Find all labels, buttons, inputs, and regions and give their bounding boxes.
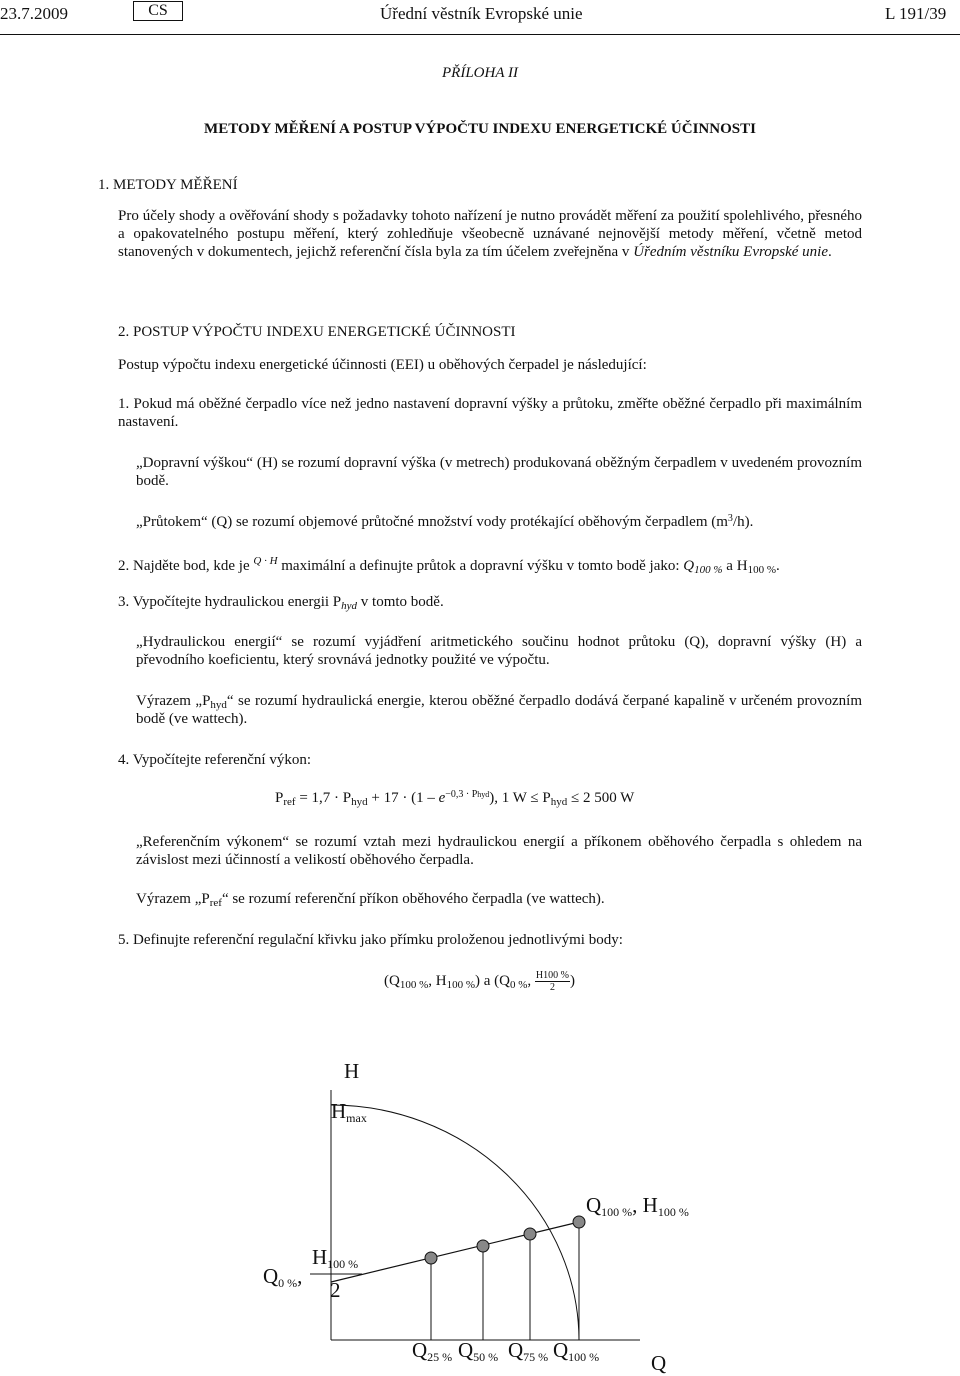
control-line — [331, 1222, 579, 1282]
step2-end: . — [775, 558, 780, 574]
formula-hyd: hyd — [351, 796, 368, 808]
formula-exp-sub: hyd — [477, 790, 490, 799]
x-tick-label: Q25 % — [412, 1338, 453, 1364]
points-comma1: , H — [428, 972, 447, 989]
step2-h: H — [736, 558, 748, 574]
step2-text-b: maximální a definujte průtok a dopravní výšku v tomto bodě jako: — [281, 558, 680, 574]
left-point-q: Q — [263, 1264, 279, 1288]
section1-body: Pro účely shody a ověřování shody s požadavky tohoto nařízení je nutno provádět měření za použití spolehlivého, přesného a opakovatelného postupu měření, který zohledňuje všeobecně uznávané nejnovější metody měření, včetně metod stanovených v dokumentech, jejichž referenční čísla byla za tím účelem zveřejněna v — [118, 208, 862, 260]
formula-p2: P — [342, 790, 352, 806]
step3-sub: hyd — [341, 600, 358, 612]
points-h100: 100 % — [446, 978, 476, 991]
x-axis-label: Q — [651, 1351, 667, 1375]
step3-text-a: 3. Vypočítejte hydraulickou energii P — [118, 594, 342, 610]
step2-q-sub: 100 % — [694, 564, 723, 576]
def-flow-sup: 3 — [727, 513, 733, 524]
def-pref-b: “ se rozumí referenční příkon oběhového čerpadla (ve wattech). — [221, 891, 605, 907]
points-frac-den: 2 — [549, 982, 555, 993]
hmax-sub: max — [346, 1111, 367, 1125]
top-point-q: Q — [586, 1193, 602, 1217]
step2-text-a: 2. Najděte bod, kde je — [118, 558, 250, 574]
pump-curve — [331, 1105, 579, 1340]
left-frac-den: 2 — [330, 1278, 341, 1302]
points-open: (Q — [384, 972, 400, 989]
section1-end: . — [828, 244, 832, 260]
points-close: ) — [569, 972, 575, 989]
section2-heading: 2. POSTUP VÝPOČTU INDEXU ENERGETICKÉ ÚČINNOSTI — [118, 324, 516, 340]
def-pref-a: Výrazem „P — [136, 891, 210, 907]
step2-qh: Q · H — [253, 555, 278, 567]
journal-title: Úřední věstník Evropské unie — [380, 4, 583, 23]
section1-heading: 1. METODY MĚŘENÍ — [98, 177, 238, 193]
step3-text-b: v tomto bodě. — [360, 594, 444, 610]
formula-p: P — [275, 790, 284, 806]
formula-limit: ≤ 2 500 W — [570, 790, 635, 806]
top-point-sub2: 100 % — [657, 1205, 689, 1219]
step-4: 4. Vypočítejte referenční výkon: — [118, 752, 311, 768]
left-frac-h: H — [312, 1245, 328, 1269]
formula-close: ), 1 W ≤ P — [489, 790, 551, 806]
step2-h-sub: 100 % — [747, 564, 776, 576]
section1-journal-ref: Úředním věstníku Evropské unie — [633, 244, 828, 260]
point-q75 — [524, 1228, 536, 1240]
x-tick-label: Q50 % — [458, 1338, 499, 1364]
definition-head: „Dopravní výškou“ (H) se rozumí dopravní výška (v metrech) produkovaná oběžným čerpadlem v uvedeném provozním bodě. — [136, 455, 862, 489]
x-tick-labels — [412, 1338, 599, 1364]
formula-exp: −0,3 · P — [445, 789, 478, 800]
def-pref-sub: ref — [209, 897, 222, 909]
def-flow-end: /h). — [732, 514, 754, 530]
step-5: 5. Definujte referenční regulační křivku jako přímku proloženou jednotlivými body: — [118, 932, 623, 948]
step2-and: a — [726, 558, 733, 574]
step2-q: Q — [683, 558, 695, 574]
left-frac-num — [312, 1245, 358, 1271]
points-mid: ) a (Q — [475, 972, 510, 989]
def-phyd-sub: hyd — [210, 699, 227, 711]
hmax-text: H — [331, 1099, 347, 1123]
language-badge: CS — [133, 1, 183, 21]
point-q50 — [477, 1240, 489, 1252]
points-comma2: , — [527, 972, 532, 989]
def-flow-text: „Průtokem“ (Q) se rozumí objemové průtočné množství vody protékající oběhovým čerpadlem (m — [136, 514, 728, 530]
definition-reference-power: „Referenčním výkonem“ se rozumí vztah mezi hydraulickou energií a příkonem oběhového čerpadla s ohledem na závislost mezi účinností a velikostí oběhového čerpadla. — [136, 834, 862, 868]
formula-eq: = 1,7 · — [299, 790, 340, 806]
x-tick-label: Q75 % — [508, 1338, 549, 1364]
x-tick-label: Q100 % — [553, 1338, 600, 1364]
left-point-label: Q0 %, — [263, 1264, 303, 1290]
points-frac-num: H100 % — [535, 970, 569, 981]
top-point-h: , H — [632, 1193, 658, 1217]
y-axis-label: H — [344, 1059, 360, 1083]
header-date: 23.7.2009 — [0, 4, 68, 23]
points-q0: 0 % — [510, 978, 528, 991]
formula-plus: + 17 · (1 – — [371, 790, 435, 806]
annex-label: PŘÍLOHA II — [442, 65, 518, 81]
top-point-sub1: 100 % — [601, 1205, 633, 1219]
section2-intro: Postup výpočtu indexu energetické účinnosti (EEI) u oběhových čerpadel je následující: — [118, 357, 647, 373]
point-q100 — [573, 1216, 585, 1228]
points-q100: 100 % — [399, 978, 429, 991]
point-q25 — [425, 1252, 437, 1264]
page-number: L 191/39 — [885, 4, 947, 23]
hmax-label — [331, 1099, 367, 1125]
def-phyd-b: “ se rozumí hydraulická energie, kterou oběžné čerpadlo dodává čerpané kapalině v určeném provozním bodě (ve wattech). — [136, 693, 862, 727]
formula-hyd2: hyd — [550, 796, 568, 808]
left-frac-sub: 100 % — [327, 1257, 359, 1271]
formula-e: e — [438, 790, 446, 806]
def-phyd-a: Výrazem „P — [136, 693, 211, 709]
page-title: METODY MĚŘENÍ A POSTUP VÝPOČTU INDEXU ENERGETICKÉ ÚČINNOSTI — [204, 121, 756, 137]
top-point-label — [586, 1193, 689, 1219]
left-point-sub: 0 % — [278, 1276, 298, 1290]
definition-hydraulic: „Hydraulickou energií“ se rozumí vyjádření aritmetického součinu hodnot průtoku (Q), dopravní výšky (H) a převodního koeficientu, který srovnává jednotky použité ve výpočtu. — [136, 634, 862, 668]
step-1: 1. Pokud má oběžné čerpadlo více než jedno nastavení dopravní výšky a průtoku, změřte oběžné čerpadlo při maximálním nastavení. — [118, 396, 862, 430]
formula-ref: ref — [283, 796, 296, 808]
